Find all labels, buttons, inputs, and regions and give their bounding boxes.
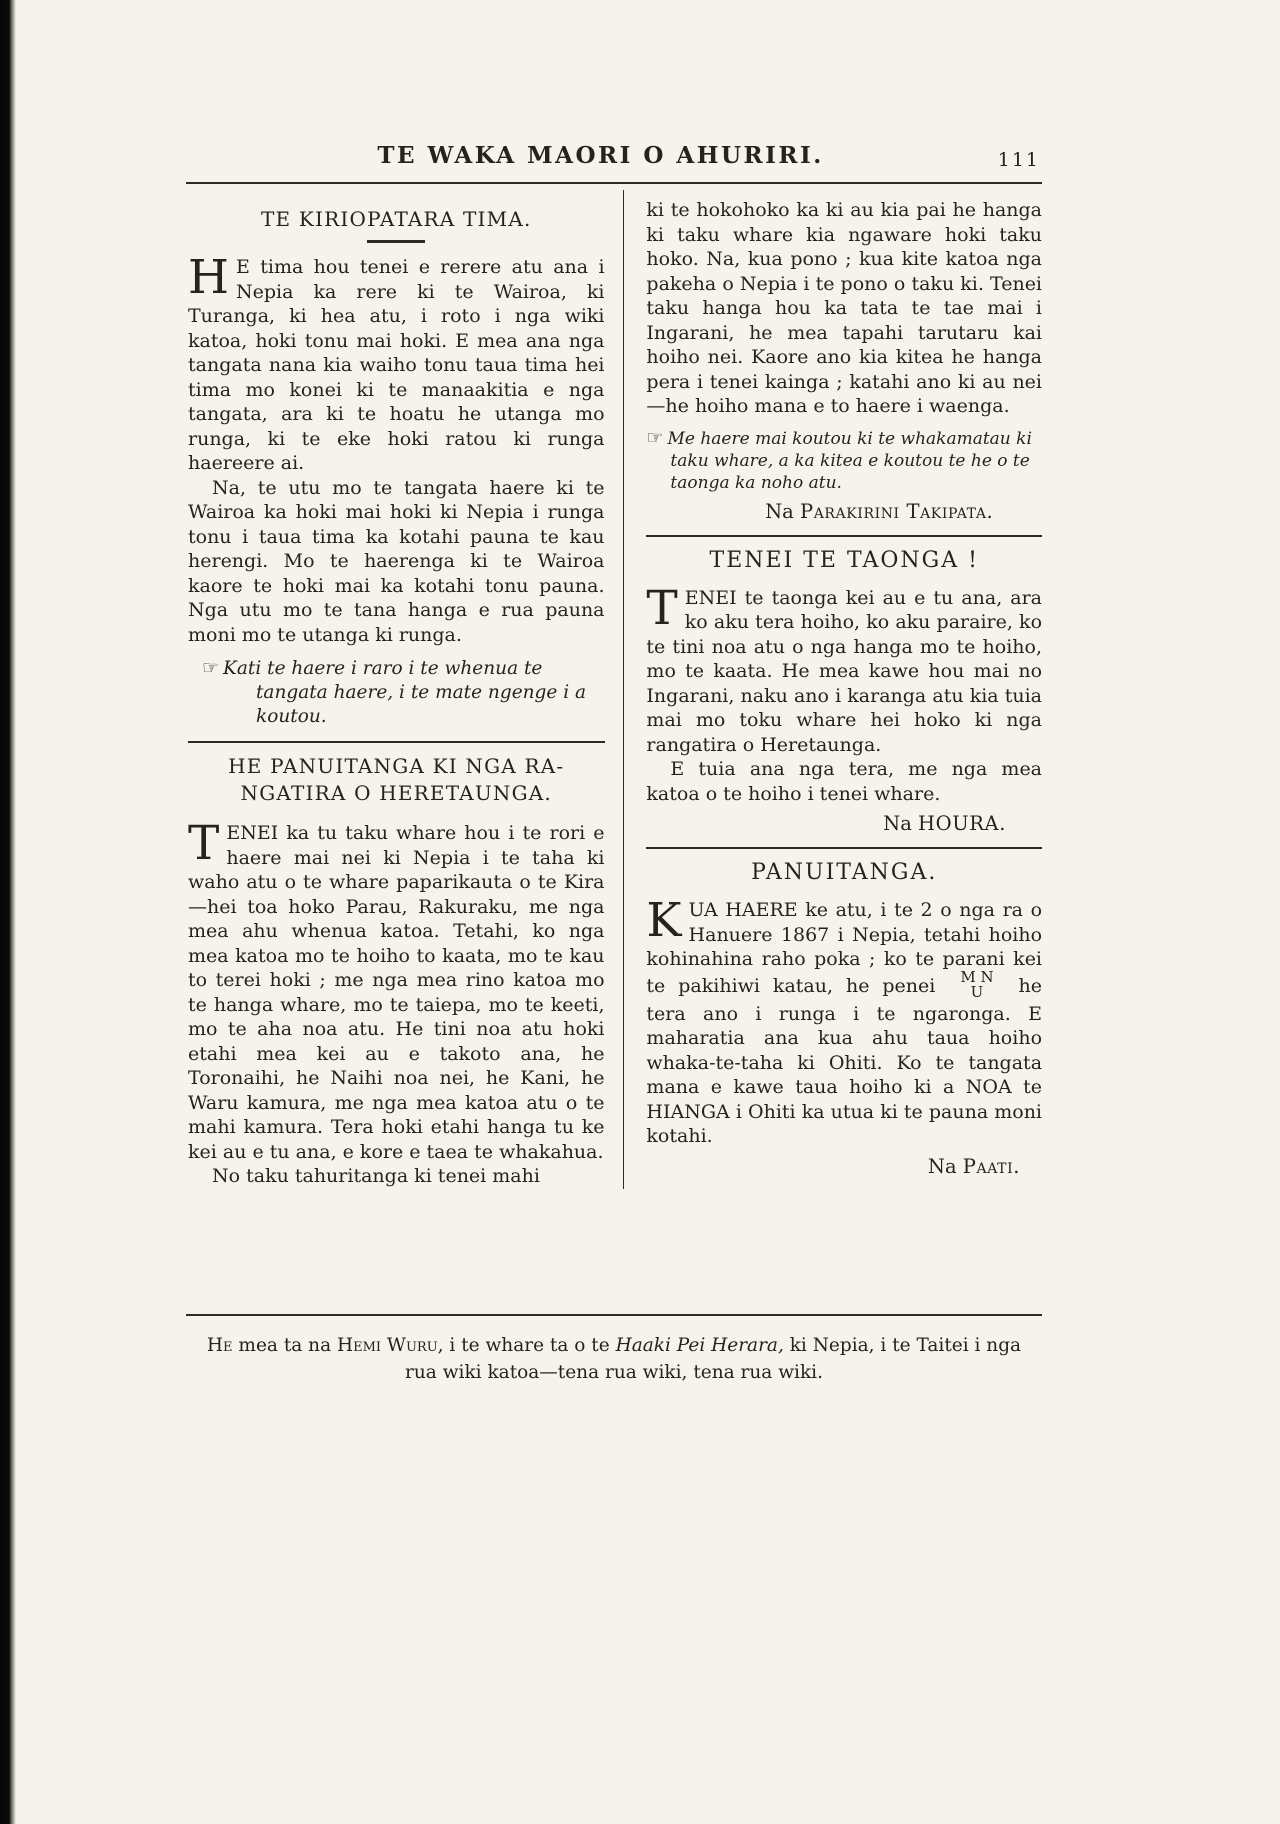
article-title-panuitanga: PANUITANGA. xyxy=(751,860,938,885)
title-line: HE PANUITANGA KI NGA RA- xyxy=(228,754,565,778)
dropcap-letter: K xyxy=(646,893,682,948)
right-column xyxy=(624,190,1042,1189)
notice xyxy=(646,427,1042,494)
paragraph-text: he tera ano i runga i te ngaronga. E maharatia ana kua ahu taua hoiho whaka-te-taha ki Ohiti. Ko te tangata mana e kawe taua hoiho ki a NOA te HIANGA i Ohiti ka utua ki te pauna moni kotahi. xyxy=(646,974,1043,1147)
article-title-panuitanga-heretaunga xyxy=(188,753,605,807)
article-title-tenei-te-taonga: TENEI TE TAONGA ! xyxy=(709,547,979,573)
signature-paati xyxy=(646,1155,1042,1178)
notice-text: Me haere mai koutou ki te whakamatau ki taku whare, a ka kitea e koutou te he o te taonga ka noho atu. xyxy=(667,428,1032,493)
section-rule xyxy=(188,741,605,743)
imprint-text xyxy=(186,1332,1042,1386)
left-column xyxy=(186,190,623,1189)
signature-name: Parakirini Takipata. xyxy=(799,499,994,523)
footer-rule xyxy=(186,1314,1042,1316)
masthead-title: TE WAKA MAORI O AHURIRI. xyxy=(377,142,824,169)
paragraph-text: ENEI te taonga kei au e tu ana, ara ko aku tera hoiho, ko aku paraire, ko te tini noa atu o nga hanga mo te hoiho, mo te kaata. He mea kawe hou mai no Ingarani, naku ano i karanga atu kia tuia mai mo toku whare hei hoko ki nga rangatira o Heretaunga. xyxy=(646,586,1043,756)
dropcap-letter: H xyxy=(188,250,229,305)
signature-name: Paati. xyxy=(962,1154,1021,1178)
paragraph xyxy=(188,250,605,476)
section-rule xyxy=(646,535,1042,537)
brand-bottom-row: U xyxy=(970,982,984,1001)
page-number: 111 xyxy=(997,149,1040,171)
imprint-segment: mea ta na xyxy=(232,1335,337,1356)
imprint-segment: ki Nepia, i te Taitei i nga rua wiki katoa—tena rua wiki, tena rua wiki. xyxy=(405,1335,1022,1383)
pointing-hand-icon: ☞ xyxy=(202,657,220,679)
paragraph-text: E tima hou tenei e rerere atu ana i Nepia ka rere ki te Wairoa, ki Turanga, ki hea atu, i roto i nga wiki katoa, hoki tonu mai hoki. E mea ana nga tangata nana kia waiho tonu taua tima hei tima mo konei ki te manaakitia e nga tangata, ara ki te hoatu he utanga mo runga, ki te eke hoki ratou ki runga haereere ai. xyxy=(188,256,605,474)
paragraph xyxy=(646,580,1043,758)
paragraph xyxy=(188,816,605,1164)
signature-houra xyxy=(646,812,1042,835)
paragraph xyxy=(646,893,1043,1149)
signature-name: HOURA. xyxy=(918,812,1007,835)
paragraph: Na, te utu mo te tangata haere ki te Wairoa ka hoki mai hoki ki Nepia i runga tonu i taua tima ka kotahi pauna te kau herengi. Mo te haerenga ki te Wairoa kaore te hoki mai ka kotahi tonu pauna. Nga utu mo te tana hanga e rua pauna moni mo te utanga ki runga. xyxy=(188,476,605,646)
paragraph-text: UA HAERE ke atu, i te 2 o nga ra o Hanuere 1867 i Nepia, tetahi hoiho kohinahina raho poka ; ko te parani kei te pakihiwi katau, he penei xyxy=(646,899,1043,997)
scan-binding-edge xyxy=(0,0,16,1824)
imprint-footer xyxy=(186,1314,1042,1386)
dropcap-letter: T xyxy=(646,580,678,636)
page-content xyxy=(186,140,1042,1189)
columns xyxy=(186,190,1042,1189)
page-header xyxy=(186,140,1042,182)
header-rule xyxy=(186,182,1042,184)
paragraph: ki te hokohoko ka ki au kia pai he hanga ki taku whare kia ngaware hoki taku hoko. Na, kua pono ; kua kite katoa nga pakeha o Nepia i te pono o taku ki. Tenei taku hanga hou ka tata te tae mai i Ingarani, he mea tapahi tarutaru kai hoiho nei. Kaore ano kia kitea he hanga pera i tenei kainga ; katahi ano ki au nei—he hoiho mana e to haere i waenga. xyxy=(646,199,1043,417)
title-rule xyxy=(367,240,425,243)
paragraph: E tuia ana nga tera, me nga mea katoa o te hoiho i tenei whare. xyxy=(646,758,1043,805)
dropcap-letter: T xyxy=(188,816,220,871)
horse-brand-mark xyxy=(960,967,994,1001)
imprint-segment: He xyxy=(206,1335,233,1356)
imprint-segment: i te whare ta o te xyxy=(443,1335,616,1356)
signature-parakirini-takipata xyxy=(646,500,1042,523)
signature-prefix: Na xyxy=(883,812,919,835)
paragraph: No taku tahuritanga ki tenei mahi xyxy=(212,1165,540,1187)
section-rule xyxy=(646,847,1042,849)
signature-prefix: Na xyxy=(927,1154,963,1178)
brand-top-row: M N xyxy=(960,967,994,986)
pointing-hand-icon: ☞ xyxy=(646,426,664,449)
notice xyxy=(188,656,605,729)
notice-text: Kati te haere i raro i te whenua te tangata haere, i te mate ngenge i a koutou. xyxy=(223,658,587,727)
signature-prefix: Na xyxy=(765,499,800,523)
paragraph-text: ENEI ka tu taku whare hou i te rori e haere mai nei ki Nepia i te taha ki waho atu o te whare paparikauta o te Kira—hei toa hoko Parau, Rakuraku, me nga mea ahu whenua katoa. Tetahi, ko nga mea katoa mo te hoiho to kaata, mo te kau to terei hoki ; me nga mea rino katoa mo te hanga whare, mo te taiepa, mo te keeti, mo te aha noa atu. He tini noa atu hoki etahi mea kei au e takoto ana, he Toronaihi, he Naihi noa nei, he Kani, he Waru kamura, me nga mea katoa atu o te mahi kamura. Tera hoki etahi hanga tu ke kei au e tu ana, e kore e taea te whakahua. xyxy=(188,822,605,1163)
title-line: NGATIRA O HERETAUNGA. xyxy=(240,781,552,805)
article-title-kiriopatara-tima: TE KIRIOPATARA TIMA. xyxy=(260,207,532,231)
imprint-printer-name: Hemi Wuru, xyxy=(336,1335,444,1356)
imprint-newspaper-name: Haaki Pei Herara, xyxy=(615,1335,784,1356)
